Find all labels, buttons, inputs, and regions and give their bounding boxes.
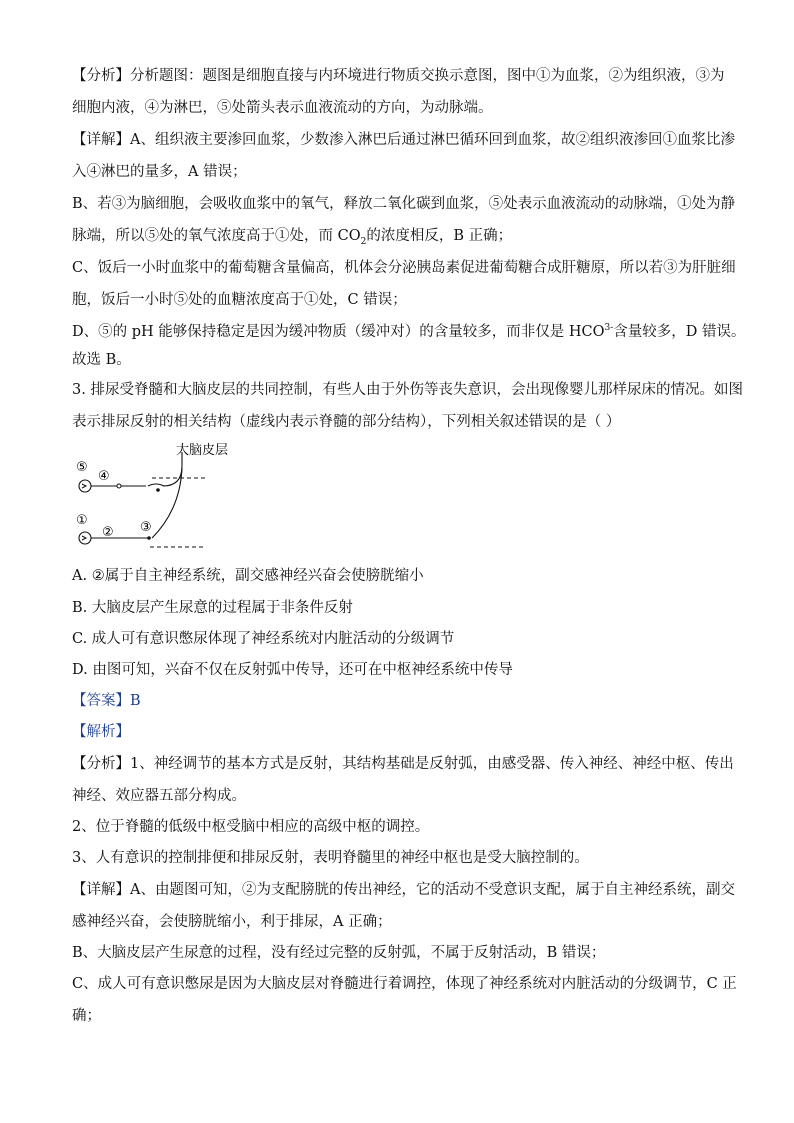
- analysis2-line-4: 3、人有意识的控制排便和排尿反射，表明脊髓里的神经中枢也是受大脑控制的。: [72, 850, 589, 866]
- option-a: A. ②属于自主神经系统，副交感神经兴奋会使膀胱缩小: [72, 568, 424, 584]
- question-line-2: 表示排尿反射的相关结构（虚线内表示脊髓的部分结构），下列相关叙述错误的是（ ）: [72, 414, 621, 430]
- option-c: C. 成人可有意识憋尿体现了神经系统对内脏活动的分级调节: [72, 631, 455, 647]
- answer: 【答案】B: [72, 693, 141, 709]
- analysis-line-2: 细胞内液，④为淋巴，⑤处箭头表示血液流动的方向，为动脉端。: [72, 100, 493, 116]
- detail-line-7b: 含量较多，D 错误。: [613, 324, 746, 340]
- detail-line-7a: D、⑤的 pH 能够保持稳定是因为缓冲物质（缓冲对）的含量较多，而非仅是 HCO: [72, 324, 605, 340]
- detail-line-6: 胞，饭后一小时⑤处的血糖浓度高于①处，C 错误；: [72, 292, 407, 308]
- detail-line-1: 【详解】A、组织液主要渗回血浆，少数渗入淋巴后通过淋巴循环回到血浆，故②组织液渗回①血浆比渗: [72, 132, 735, 148]
- label-3: ③: [140, 520, 152, 535]
- detail2-line-3: B、大脑皮层产生尿意的过程，没有经过完整的反射弧，不属于反射活动，B 错误；: [72, 945, 606, 961]
- cortex-label: 大脑皮层: [176, 443, 229, 458]
- analysis2-line-2: 神经、效应器五部分构成。: [72, 788, 246, 804]
- detail-line-5: C、饭后一小时血浆中的葡萄糖含量偏高，机体会分泌胰岛素促进葡萄糖合成肝糖原，所以若③为肝脏细: [72, 260, 736, 276]
- detail-line-4: [72, 226, 512, 246]
- upper-synapse: [117, 484, 121, 488]
- analysis2-line-1: 【分析】1、神经调节的基本方式是反射，其结构基础是反射弧，由感受器、传入神经、神经中枢、传出: [72, 756, 734, 772]
- option-d: D. 由图可知，兴奋不仅在反射弧中传导，还可在中枢神经系统中传导: [72, 662, 513, 678]
- detail-line-2: 入④淋巴的量多，A 错误；: [72, 164, 247, 180]
- lower-node: [147, 536, 151, 540]
- upper-node: [156, 488, 160, 492]
- label-4: ④: [98, 469, 110, 484]
- detail2-line-1: 【详解】A、由题图可知，②为支配膀胱的传出神经，它的活动不受意识支配，属于自主神经系统，副交: [72, 882, 735, 898]
- label-5: ⑤: [76, 460, 88, 475]
- hco3-superscript: 3-: [604, 323, 614, 334]
- upper-receptor: [79, 480, 91, 492]
- label-2: ②: [102, 525, 114, 540]
- detail2-line-4: C、成人可有意识憋尿是因为大脑皮层对脊髓进行着调控，体现了神经系统对内脏活动的分级调节，C 正: [72, 976, 737, 992]
- label-1: ①: [76, 513, 88, 528]
- explanation-title: 【解析】: [72, 724, 130, 740]
- lower-effector: [79, 532, 91, 544]
- analysis2-line-3: 2、位于脊髓的低级中枢受脑中相应的高级中枢的调控。: [72, 819, 430, 835]
- detail2-line-5: 确；: [72, 1008, 101, 1024]
- detail-line-7: [72, 322, 746, 342]
- co2-subscript: 2: [360, 236, 367, 247]
- detail-line-3: B、若③为脑细胞，会吸收血浆中的氧气，释放二氧化碳到血浆，⑤处表示血液流动的动脉端，①处为静: [72, 196, 736, 212]
- detail2-line-2: 感神经兴奋，会使膀胱缩小，利于排尿，A 正确；: [72, 914, 392, 930]
- detail-line-4b: 的浓度相反，B 正确；: [366, 228, 513, 244]
- upper-connector: [148, 484, 164, 486]
- reflex-diagram: [72, 440, 229, 552]
- detail-line-4a: 脉端，所以⑤处的氧气浓度高于①处，而 CO: [72, 228, 361, 244]
- option-b: B. 大脑皮层产生尿意的过程属于非条件反射: [72, 600, 353, 616]
- analysis-line-1: 【分析】分析题图：题图是细胞直接与内环境进行物质交换示意图，图中①为血浆，②为组织液，③为: [72, 68, 725, 84]
- detail-line-8: 故选 B。: [72, 352, 131, 368]
- question-line-1: 3. 排尿受脊髓和大脑皮层的共同控制，有些人由于外伤等丧失意识，会出现像婴儿那样尿床的情况。如图: [72, 382, 743, 398]
